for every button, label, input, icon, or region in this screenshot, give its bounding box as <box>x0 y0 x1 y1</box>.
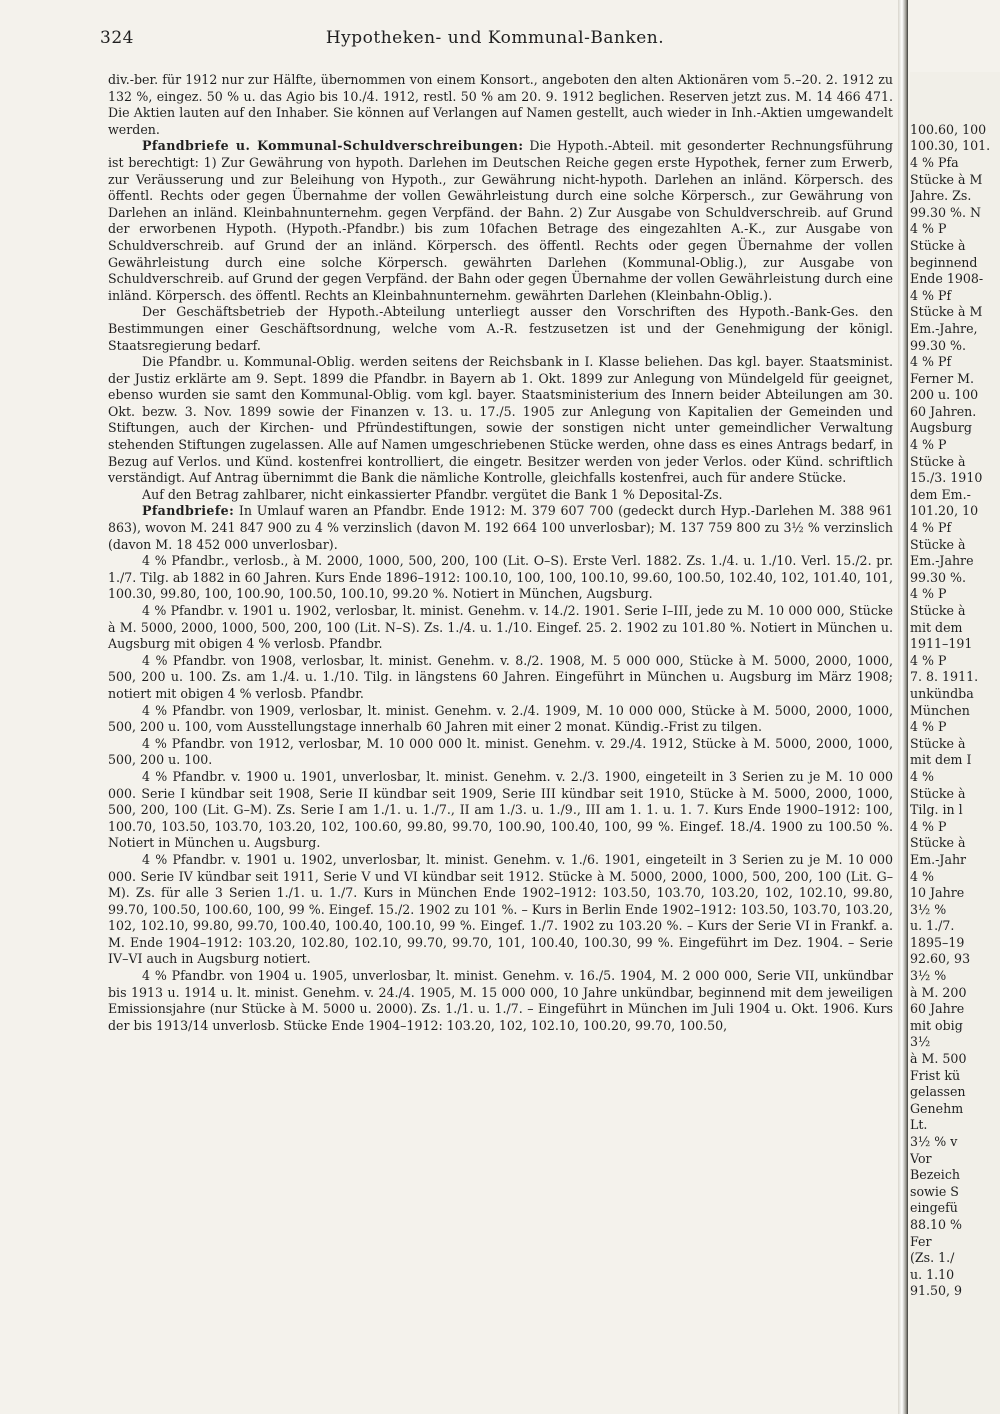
fragment-line: Fer <box>910 1233 932 1249</box>
fragment-line: Bezeich <box>910 1167 960 1183</box>
paragraph-text: Der Geschäftsbetrieb der Hypoth.-Abteilung unterliegt ausser den Vorschriften des Hypoth.-Bank-Ges. den Bestimmungen einer Geschäftsordnung, welche vom A.-R. festzusetzen ist und der Genehmigung der königl. Staatsregierung bedarf. <box>108 304 893 353</box>
fragment-line: 200 u. 100 <box>910 387 979 403</box>
paragraph <box>108 653 893 703</box>
fragment-line: 10 Jahre <box>910 885 965 901</box>
paragraph <box>108 72 893 138</box>
paragraph-text: Die Pfandbr. u. Kommunal-Oblig. werden seitens der Reichsbank in I. Klasse beliehen. Das kgl. bayer. Staatsminist. der Justiz erklärte am 9. Sept. 1899 die Pfandbr. in Bayern ab 1. Okt. 1899 zur Anlegung von Mündelgeld für geeignet, ebenso wurden sie samt den Kommunal-Oblig. vom kgl. bayer. Staatsministerium des Innern beider Abteilungen am 30. Okt. bezw. 3. Nov. 1899 sowie der Finanzen v. 13. u. 17./5. 1905 zur Anlegung von Kapitalien der Gemeinden und Stiftungen, auch der Kirchen- und Pfründestiftungen, sowie der sonstigen nicht unter gemeindlicher Verwaltung stehenden Stiftungen zugelassen. Alle auf Namen umgeschriebenen Stücke werden, ohne dass es eines Antrags bedarf, in Bezug auf Verlos. und Künd. kostenfrei kontrolliert, die eingetr. Besitzer werden von jeder Verlos. oder Künd. schriftlich verständigt. Auf Antrag übernimmt die Bank die nämliche Kontrolle, gleichfalls kostenfrei, auch für andere Stücke. <box>108 354 893 486</box>
paragraph <box>108 487 893 504</box>
fragment-line: 60 Jahren. <box>910 403 977 419</box>
fragment-line: unkündba <box>910 685 974 701</box>
book-gutter <box>898 0 908 1414</box>
fragment-line: 91.50, 9 <box>910 1283 963 1299</box>
fragment-line: 7. 8. 1911. <box>910 669 979 685</box>
fragment-line: 1895–19 <box>910 934 965 950</box>
fragment-line: Stücke à <box>910 785 966 801</box>
fragment-line: u. 1.10 <box>910 1266 955 1282</box>
fragment-line: 92.60, 93 <box>910 951 971 967</box>
fragment-line: à M. 200 <box>910 984 967 1000</box>
fragment-line: 4 % Pf <box>910 354 952 370</box>
fragment-line: Ferner M. <box>910 370 975 386</box>
fragment-line: mit obig <box>910 1017 963 1033</box>
fragment-line: 99.30 %. <box>910 337 967 353</box>
fragment-line: sowie S <box>910 1183 959 1199</box>
paragraph <box>108 736 893 769</box>
fragment-line: dem Em.- <box>910 486 971 502</box>
fragment-line: Lt. <box>910 1117 928 1133</box>
fragment-line: München <box>910 702 970 718</box>
paragraph <box>108 304 893 354</box>
fragment-line: 88.10 % <box>910 1216 963 1232</box>
fragment-line: mit dem <box>910 619 963 635</box>
paragraph-text: 4 % Pfandbr. von 1912, verlosbar, M. 10 000 000 lt. minist. Genehm. v. 29./4. 1912, Stücke à M. 5000, 2000, 1000, 500, 200 u. 100. <box>108 735 893 768</box>
fragment-line: 99.30 %. <box>910 569 967 585</box>
paragraph-text: 4 % Pfandbr. von 1908, verlosbar, lt. minist. Genehm. v. 8./2. 1908, M. 5 000 000, Stücke à M. 5000, 2000, 1000, 500, 200 u. 100. Zs. am 1./4. u. 1./10. Tilg. in längstens 60 Jahren. Eingeführt in München u. Augsburg im März 1908; notiert mit obigen 4 % verlosb. Pfandbr. <box>108 652 893 701</box>
paragraph-lead: Pfandbriefe: <box>142 503 235 519</box>
paragraph-text: 4 % Pfandbr. v. 1901 u. 1902, unverlosbar, lt. minist. Genehm. v. 1./6. 1901, eingeteilt in 3 Serien zu je M. 10 000 000. Serie IV kündbar seit 1911, Serie V und VI kündbar seit 1912. Stücke à M. 5000, 2000, 1000, 500, 200, 100 (Lit. G–M). Zs. für alle 3 Serien 1./1. u. 1./7. Kurs in München Ende 1902–1912: 103.50, 103.70, 103.20, 102, 102.10, 99.80, 99.70, 100.50, 100.60, 100, 99 %. Eingef. 15./2. 1902 zu 101 %. – Kurs in Berlin Ende 1902–1912: 103.50, 103.70, 103.20, 102, 102.10, 99.80, 99.70, 100.40, 100.40, 100.10, 99 %. Eingef. 1./7. 1902 zu 103.20 %. – Kurs der Serie VI in Frankf. a. M. Ende 1904–1912: 103.20, 102.80, 102.10, 99.70, 99.70, 101, 100.40, 100.30, 99 %. Eingeführt im Dez. 1904. – Serie IV–VI auch in Augsburg notiert. <box>108 851 893 967</box>
paragraph <box>108 852 893 968</box>
fragment-line: Tilg. in l <box>910 802 963 818</box>
paragraph-text: div.-ber. für 1912 nur zur Hälfte, übernommen von einem Konsort., angeboten den alten Aktionären vom 5.–20. 2. 1912 zu 132 %, eingez. 50 % u. das Agio bis 10./4. 1912, restl. 50 % am 20. 9. 1912 beglichen. Reserven jetzt zus. M. 14 466 471. Die Aktien lauten auf den Inhaber. Sie können auf Verlangen auf Namen gestellt, auch wieder in Inh.-Aktien umgewandelt werden. <box>108 72 893 137</box>
fragment-line: 4 % <box>910 768 934 784</box>
fragment-line: Ende 1908- <box>910 271 984 287</box>
fragment-line: Stücke à <box>910 835 966 851</box>
fragment-line: Stücke à M <box>910 304 983 320</box>
paragraph <box>108 603 893 653</box>
paragraph-text: Die Hypoth.-Abteil. mit gesonderter Rechnungsführung ist berechtigt: 1) Zur Gewährung von hypoth. Darlehen im Deutschen Reiche gegen erste Hypothek, ferner zum Erwerb, zur Veräusserung und zur Beleihung von Hypoth., zur Gewährung nicht-hypoth. Darlehen an inländ. Körpersch. des öffentl. Rechts oder gegen Übernahme der vollen Gewährleistung durch eine solche Körpersch., zur Gewährung von Darlehen an inländ. Kleinbahnunternehm. gegen Verpfänd. der Bahn. 2) Zur Ausgabe von Schuldverschreib. auf Grund der erworbenen Hypoth. (Hypoth.-Pfandbr.) bis zum 10fachen Betrage des eingezahlten A.-K., zur Ausgabe von Schuldverschreib. auf Grund der an inländ. Körpersch. des öffentl. Rechts oder gegen Übernahme der vollen Gewährleistung durch eine solche Körpersch. gewährten Darlehen (Kommunal-Oblig.), zur Ausgabe von Schuldverschreib. auf Grund der gegen Verpfänd. der Bahn oder gegen Übernahme der vollen Gewährleistung durch eine inländ. Körpersch. des öffentl. Rechts an Kleinbahnunternehm. gewährten Darlehen (Kleinbahn-Oblig.). <box>108 138 893 303</box>
fragment-line: 4 % P <box>910 652 947 668</box>
paragraph <box>108 354 893 487</box>
fragment-line: gelassen <box>910 1084 966 1100</box>
fragment-line: Genehm <box>910 1100 964 1116</box>
fragment-line: Frist kü <box>910 1067 961 1083</box>
fragment-line <box>910 72 1000 89</box>
fragment-line: à M. 500 <box>910 1051 967 1067</box>
fragment-line: Em.-Jahre, <box>910 320 978 336</box>
fragment-line: 4 % P <box>910 719 947 735</box>
fragment-line: Em.-Jahre <box>910 553 974 569</box>
facing-page-fragment <box>910 72 1000 1414</box>
fragment-line: 4 % <box>910 868 934 884</box>
page-header <box>100 28 890 58</box>
paragraph-text: 4 % Pfandbr., verlosb., à M. 2000, 1000, 500, 200, 100 (Lit. O–S). Erste Verl. 1882. Zs. 1./4. u. 1./10. Verl. 15./2. pr. 1./7. Tilg. ab 1882 in 60 Jahren. Kurs Ende 1896–1912: 100.10, 100, 100, 100.10, 99.60, 100.50, 102.40, 102, 101.40, 101, 100.30, 99.80, 100, 100.90, 100.50, 100.10, 99.20 %. Notiert in München, Augsburg. <box>108 553 893 602</box>
fragment-line: 4 % P <box>910 437 947 453</box>
fragment-line: 101.20, 10 <box>910 503 979 519</box>
fragment-line: 3½ <box>910 1034 931 1050</box>
paragraph-text: 4 % Pfandbr. von 1904 u. 1905, unverlosbar, lt. minist. Genehm. v. 16./5. 1904, M. 2 000 000, Serie VII, unkündbar bis 1913 u. 1914 u. lt. minist. Genehm. v. 24./4. 1905, M. 15 000 000, 10 Jahre unkündbar, beginnend mit dem jeweiligen Emissionsjahre (nur Stücke à M. 5000 u. 2000). Zs. 1./1. u. 1./7. – Eingeführt in München im Juli 1904 u. Okt. 1906. Kurs der bis 1913/14 unverlosb. Stücke Ende 1904–1912: 103.20, 102, 102.10, 100.20, 99.70, 100.50, <box>108 968 893 1033</box>
fragment-line: 4 % Pf <box>910 287 952 303</box>
paragraph-text: 4 % Pfandbr. v. 1900 u. 1901, unverlosbar, lt. minist. Genehm. v. 2./3. 1900, eingeteilt in 3 Serien zu je M. 10 000 000. Serie I kündbar seit 1908, Serie II kündbar seit 1909, Serie III kündbar seit 1910, Stücke à M. 5000, 2000, 1000, 500, 200, 100 (Lit. G–M). Zs. Serie I am 1./1. u. 1./7., II am 1./3. u. 1./9., III am 1. 1. u. 1. 7. Kurs Ende 1900–1912: 100, 100.70, 103.50, 103.70, 103.20, 102, 100.60, 99.80, 99.70, 100.90, 100.40, 100, 99 %. Eingef. 18./4. 1900 zu 100.50 %. Notiert in München u. Augsburg. <box>108 768 893 851</box>
fragment-line: Stücke à <box>910 453 966 469</box>
paragraph <box>108 703 893 736</box>
paragraph-lead: Pfandbriefe u. Kommunal-Schuldverschreibungen: <box>142 138 524 154</box>
fragment-line: Stücke à <box>910 536 966 552</box>
fragment-line: 4 % Pfa <box>910 154 959 170</box>
fragment-line: 4 % P <box>910 221 947 237</box>
fragment-line: Stücke à M <box>910 171 983 187</box>
running-title: Hypotheken- und Kommunal-Banken. <box>325 28 665 48</box>
fragment-line: 3½ % v <box>910 1134 958 1149</box>
paragraph <box>108 503 893 553</box>
paragraph-text: In Umlauf waren an Pfandbr. Ende 1912: M. 379 607 700 (gedeckt durch Hyp.-Darlehen M. 388 961 863), wovon M. 241 847 900 zu 4 % verzinslich (davon M. 192 664 100 unverlosbar); M. 137 759 800 zu 3½ % verzinslich (davon M. 18 452 000 unverlosbar). <box>108 503 893 552</box>
fragment-line: Stücke à <box>910 603 966 618</box>
main-text-column <box>108 72 893 1034</box>
fragment-line: Stücke à <box>910 237 966 253</box>
fragment-line: Augsburg <box>910 420 972 436</box>
page-number: 324 <box>100 28 134 48</box>
paragraph <box>108 769 893 852</box>
paragraph-text: 4 % Pfandbr. v. 1901 u. 1902, verlosbar, lt. minist. Genehm. v. 14./2. 1901. Serie I–III, jede zu M. 10 000 000, Stücke à M. 5000, 2000, 1000, 500, 200, 100 (Lit. N–S). Zs. 1./4. u. 1./10. Eingef. 25. 2. 1902 zu 101.80 %. Notiert in München u. Augsburg mit obigen 4 % verlosb. Pfandbr. <box>108 603 893 652</box>
fragment-line: 60 Jahre <box>910 1001 965 1017</box>
fragment-line: 100.30, 101. <box>910 138 991 154</box>
fragment-line: Stücke à <box>910 735 966 751</box>
fragment-line: 4 % Pf <box>910 520 952 536</box>
fragment-line: Jahre. Zs. <box>910 188 972 204</box>
fragment-line: (Zs. 1./ <box>910 1250 955 1266</box>
fragment-line: mit dem I <box>910 752 972 768</box>
paragraph-text: 4 % Pfandbr. von 1909, verlosbar, lt. minist. Genehm. v. 2./4. 1909, M. 10 000 000, Stücke à M. 5000, 2000, 1000, 500, 200 u. 100, vom Ausstellungstage innerhalb 60 Jahren mit einer 2 monat. Kündig.-Frist zu tilgen. <box>108 702 893 735</box>
paragraph-text: Auf den Betrag zahlbarer, nicht einkassierter Pfandbr. vergütet die Bank 1 % Deposital-Zs. <box>142 486 723 502</box>
fragment-line: 3½ % <box>910 901 947 917</box>
fragment-line: eingefü <box>910 1200 958 1216</box>
fragment-line: u. 1./7. <box>910 918 955 934</box>
fragment-line <box>910 89 1000 106</box>
fragment-line: 99.30 %. N <box>910 204 982 220</box>
paragraph <box>108 138 893 304</box>
fragment-line <box>910 105 1000 122</box>
fragment-line: Em.-Jahr <box>910 851 967 867</box>
paragraph <box>108 553 893 603</box>
fragment-line: 4 % P <box>910 586 947 602</box>
fragment-line: 15./3. 1910 <box>910 470 983 486</box>
fragment-line: beginnend <box>910 254 978 270</box>
fragment-line: Vor <box>910 1150 932 1166</box>
fragment-line: 100.60, 100 <box>910 121 987 137</box>
fragment-line: 4 % P <box>910 818 947 834</box>
fragment-line: 3½ % <box>910 968 947 984</box>
paragraph <box>108 968 893 1034</box>
fragment-line: 1911–191 <box>910 636 973 652</box>
